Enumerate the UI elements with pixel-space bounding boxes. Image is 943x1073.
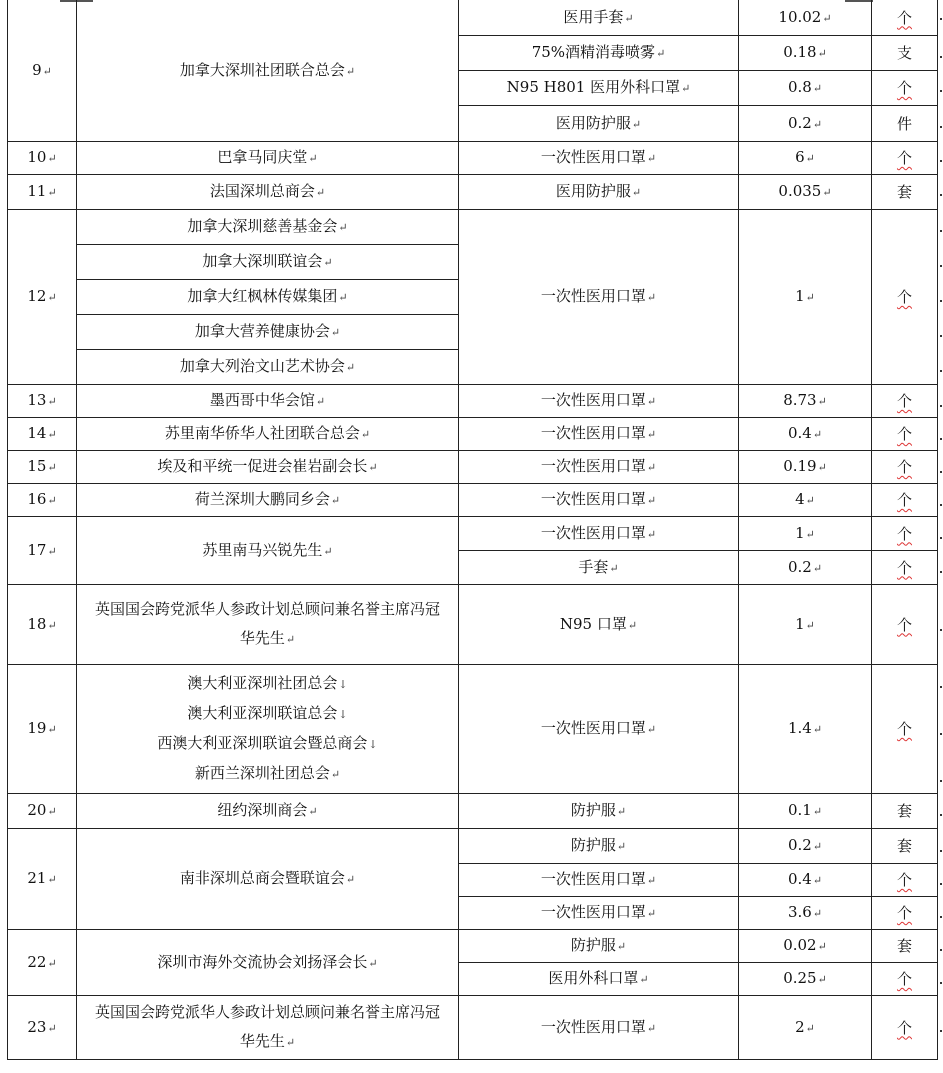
org-name: 纽约深圳商会 ↵ (77, 794, 459, 829)
item-name: 防护服 ↵ (459, 829, 739, 864)
item-name: N95 H801 医用外科口罩 ↵ (459, 71, 739, 106)
table-row (8, 385, 938, 418)
item-unit: 个 (872, 996, 938, 1060)
row-number: 15 ↵ (8, 451, 77, 484)
item-qty: 0.25 ↵ (739, 963, 872, 996)
item-qty: 0.4 ↵ (739, 418, 872, 451)
table-row (8, 585, 938, 665)
item-name: 一次性医用口罩 ↵ (459, 864, 739, 897)
item-qty: 10.02 ↵ (739, 0, 872, 36)
item-name: 医用防护服 ↵ (459, 106, 739, 142)
org-name: 英国国会跨党派华人参政计划总顾问兼名誉主席冯冠华先生 ↵ (77, 996, 459, 1060)
item-name: 一次性医用口罩 ↵ (459, 418, 739, 451)
item-unit: 个 (872, 963, 938, 996)
item-unit: 个 (872, 897, 938, 930)
item-unit: 支 (872, 36, 938, 71)
item-unit: 套 (872, 829, 938, 864)
item-unit: 件 (872, 106, 938, 142)
item-unit: 套 (872, 175, 938, 210)
item-qty: 1 ↵ (739, 585, 872, 665)
item-unit: 个 (872, 451, 938, 484)
org-name: 澳大利亚深圳社团总会 ↓ 澳大利亚深圳联谊总会 ↓ 西澳大利亚深圳联谊会暨总商会 ↓ 新西兰深圳社团总会 ↵ (77, 665, 459, 794)
table-row (8, 418, 938, 451)
row-number: 13 ↵ (8, 385, 77, 418)
org-name: 苏里南华侨华人社团联合总会 ↵ (77, 418, 459, 451)
row-number: 9 ↵ (8, 0, 77, 142)
item-name: 一次性医用口罩 ↵ (459, 996, 739, 1060)
item-qty: 0.035 ↵ (739, 175, 872, 210)
table-row (8, 665, 938, 794)
row-number: 12 ↵ (8, 210, 77, 385)
org-name: 加拿大列治文山艺术协会 ↵ (77, 350, 459, 385)
item-qty: 0.8 ↵ (739, 71, 872, 106)
item-name: 一次性医用口罩 ↵ (459, 484, 739, 517)
org-name: 加拿大营养健康协会 ↵ (77, 315, 459, 350)
row-number: 22 ↵ (8, 930, 77, 996)
item-qty: 0.02 ↵ (739, 930, 872, 963)
table-row (8, 175, 938, 210)
item-qty: 8.73 ↵ (739, 385, 872, 418)
org-name: 苏里南马兴锐先生 ↵ (77, 517, 459, 585)
table-row (8, 451, 938, 484)
row-number: 20 ↵ (8, 794, 77, 829)
row-number: 21 ↵ (8, 829, 77, 930)
org-name: 深圳市海外交流协会刘扬泽会长 ↵ (77, 930, 459, 996)
item-qty: 0.2 ↵ (739, 829, 872, 864)
org-name: 巴拿马同庆堂 ↵ (77, 142, 459, 175)
table-row (8, 517, 938, 551)
table-row (8, 484, 938, 517)
item-qty: 6 ↵ (739, 142, 872, 175)
table-row (8, 996, 938, 1060)
org-name: 埃及和平统一促进会崔岩副会长 ↵ (77, 451, 459, 484)
row-number: 18 ↵ (8, 585, 77, 665)
item-name: 一次性医用口罩 ↵ (459, 385, 739, 418)
item-qty: 0.2 ↵ (739, 551, 872, 585)
item-qty: 3.6 ↵ (739, 897, 872, 930)
table-row (8, 829, 938, 864)
item-unit: 套 (872, 794, 938, 829)
item-unit: 个 (872, 71, 938, 106)
item-unit: 套 (872, 930, 938, 963)
item-unit: 个 (872, 385, 938, 418)
org-name: 加拿大深圳联谊会 ↵ (77, 245, 459, 280)
item-unit: 个 (872, 484, 938, 517)
item-qty: 1 ↵ (739, 210, 872, 385)
table-row (8, 0, 938, 36)
org-name: 法国深圳总商会 ↵ (77, 175, 459, 210)
item-name: 75%酒精消毒喷雾 ↵ (459, 36, 739, 71)
item-unit: 个 (872, 142, 938, 175)
item-unit: 个 (872, 0, 938, 36)
row-number: 11 ↵ (8, 175, 77, 210)
item-name: 一次性医用口罩 ↵ (459, 665, 739, 794)
row-number: 17 ↵ (8, 517, 77, 585)
item-unit: 个 (872, 418, 938, 451)
item-qty: 0.4 ↵ (739, 864, 872, 897)
item-name: 手套 ↵ (459, 551, 739, 585)
item-qty: 1.4 ↵ (739, 665, 872, 794)
row-number: 16 ↵ (8, 484, 77, 517)
table-row (8, 794, 938, 829)
item-qty: 0.19 ↵ (739, 451, 872, 484)
table-row (8, 210, 938, 245)
org-name: 英国国会跨党派华人参政计划总顾问兼名誉主席冯冠华先生 ↵ (77, 585, 459, 665)
item-unit: 个 (872, 864, 938, 897)
item-qty: 2 ↵ (739, 996, 872, 1060)
item-unit: 个 (872, 210, 938, 385)
item-name: 防护服 ↵ (459, 930, 739, 963)
item-unit: 个 (872, 665, 938, 794)
item-qty: 0.1 ↵ (739, 794, 872, 829)
org-name: 墨西哥中华会馆 ↵ (77, 385, 459, 418)
item-name: 医用防护服 ↵ (459, 175, 739, 210)
item-name: 一次性医用口罩 ↵ (459, 451, 739, 484)
table-row (8, 142, 938, 175)
item-name: 防护服 ↵ (459, 794, 739, 829)
row-number: 19 ↵ (8, 665, 77, 794)
item-unit: 个 (872, 517, 938, 551)
item-name: N95 口罩 ↵ (459, 585, 739, 665)
org-name: 加拿大深圳社团联合总会 ↵ (77, 0, 459, 142)
item-qty: 1 ↵ (739, 517, 872, 551)
item-name: 一次性医用口罩 ↵ (459, 210, 739, 385)
item-name: 一次性医用口罩 ↵ (459, 517, 739, 551)
table-row (8, 930, 938, 963)
org-name: 加拿大红枫林传媒集团 ↵ (77, 280, 459, 315)
donation-table (7, 0, 938, 1060)
org-name: 荷兰深圳大鹏同乡会 ↵ (77, 484, 459, 517)
row-number: 10 ↵ (8, 142, 77, 175)
item-qty: 4 ↵ (739, 484, 872, 517)
item-qty: 0.18 ↵ (739, 36, 872, 71)
row-number: 23 ↵ (8, 996, 77, 1060)
item-name: 医用外科口罩 ↵ (459, 963, 739, 996)
item-unit: 个 (872, 551, 938, 585)
org-name: 南非深圳总商会暨联谊会 ↵ (77, 829, 459, 930)
item-name: 医用手套 ↵ (459, 0, 739, 36)
item-name: 一次性医用口罩 ↵ (459, 142, 739, 175)
org-name: 加拿大深圳慈善基金会 ↵ (77, 210, 459, 245)
item-qty: 0.2 ↵ (739, 106, 872, 142)
row-number: 14 ↵ (8, 418, 77, 451)
item-unit: 个 (872, 585, 938, 665)
item-name: 一次性医用口罩 ↵ (459, 897, 739, 930)
